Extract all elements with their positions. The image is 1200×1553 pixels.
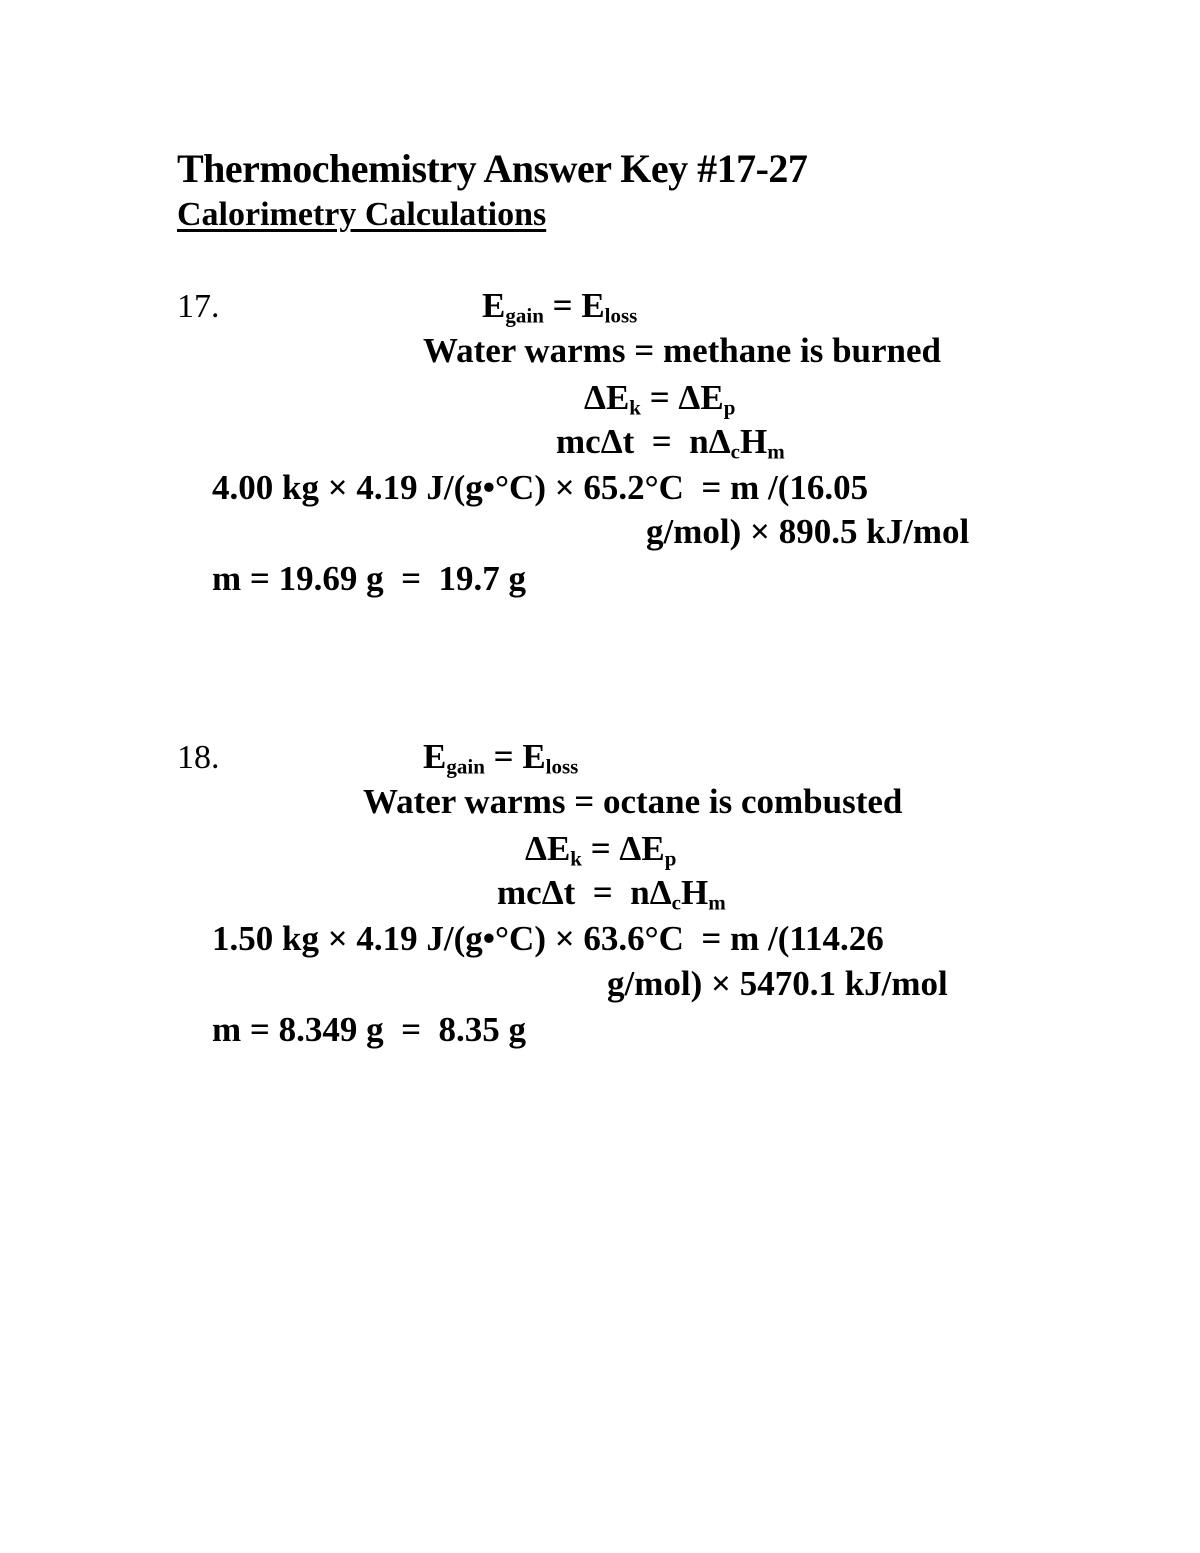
subscript: m [708, 890, 726, 915]
subscript: c [730, 439, 740, 464]
subscript: k [570, 846, 582, 871]
term: H [680, 873, 709, 912]
document-title: Thermochemistry Answer Key #17-27 [177, 146, 808, 191]
subscript: gain [505, 303, 544, 328]
subscript: p [664, 846, 677, 871]
energy-balance-equation [423, 737, 579, 779]
answer-line: m = 19.69 g = 19.7 g [212, 559, 527, 598]
subscript: c [671, 890, 681, 915]
delta-energy-equation [525, 829, 677, 871]
formula-equation [556, 422, 785, 464]
term: mcΔt = nΔ [497, 873, 672, 912]
word-equation: Water warms = octane is combusted [363, 782, 903, 821]
term: = E [484, 737, 546, 776]
delta-energy-equation [584, 378, 736, 420]
term: E [423, 737, 447, 776]
answer-line: m = 8.349 g = 8.35 g [212, 1010, 527, 1049]
energy-balance-equation [482, 286, 638, 328]
term: = ΔE [581, 829, 665, 868]
formula-equation [497, 873, 726, 915]
substitution-line-1: 4.00 kg × 4.19 J/(g•°C) × 65.2°C = m /(16.05 [212, 468, 869, 507]
term: E [482, 286, 506, 325]
subscript: k [629, 395, 641, 420]
word-equation: Water warms = methane is burned [423, 331, 942, 370]
subscript: loss [604, 303, 638, 328]
substitution-line-2: g/mol) × 5470.1 kJ/mol [607, 964, 948, 1003]
subscript: gain [446, 754, 485, 779]
term: ΔE [525, 829, 571, 868]
subscript: m [767, 439, 785, 464]
problem-number: 17. [177, 288, 220, 325]
term: ΔE [584, 378, 630, 417]
substitution-line-2: g/mol) × 890.5 kJ/mol [646, 512, 970, 551]
term: H [739, 422, 768, 461]
document-subtitle: Calorimetry Calculations [177, 196, 547, 233]
problem-number: 18. [177, 739, 220, 776]
term: = ΔE [640, 378, 724, 417]
subscript: loss [545, 754, 579, 779]
substitution-line-1: 1.50 kg × 4.19 J/(g•°C) × 63.6°C = m /(114.26 [212, 919, 884, 958]
subscript: p [723, 395, 736, 420]
term: mcΔt = nΔ [556, 422, 731, 461]
term: = E [543, 286, 605, 325]
